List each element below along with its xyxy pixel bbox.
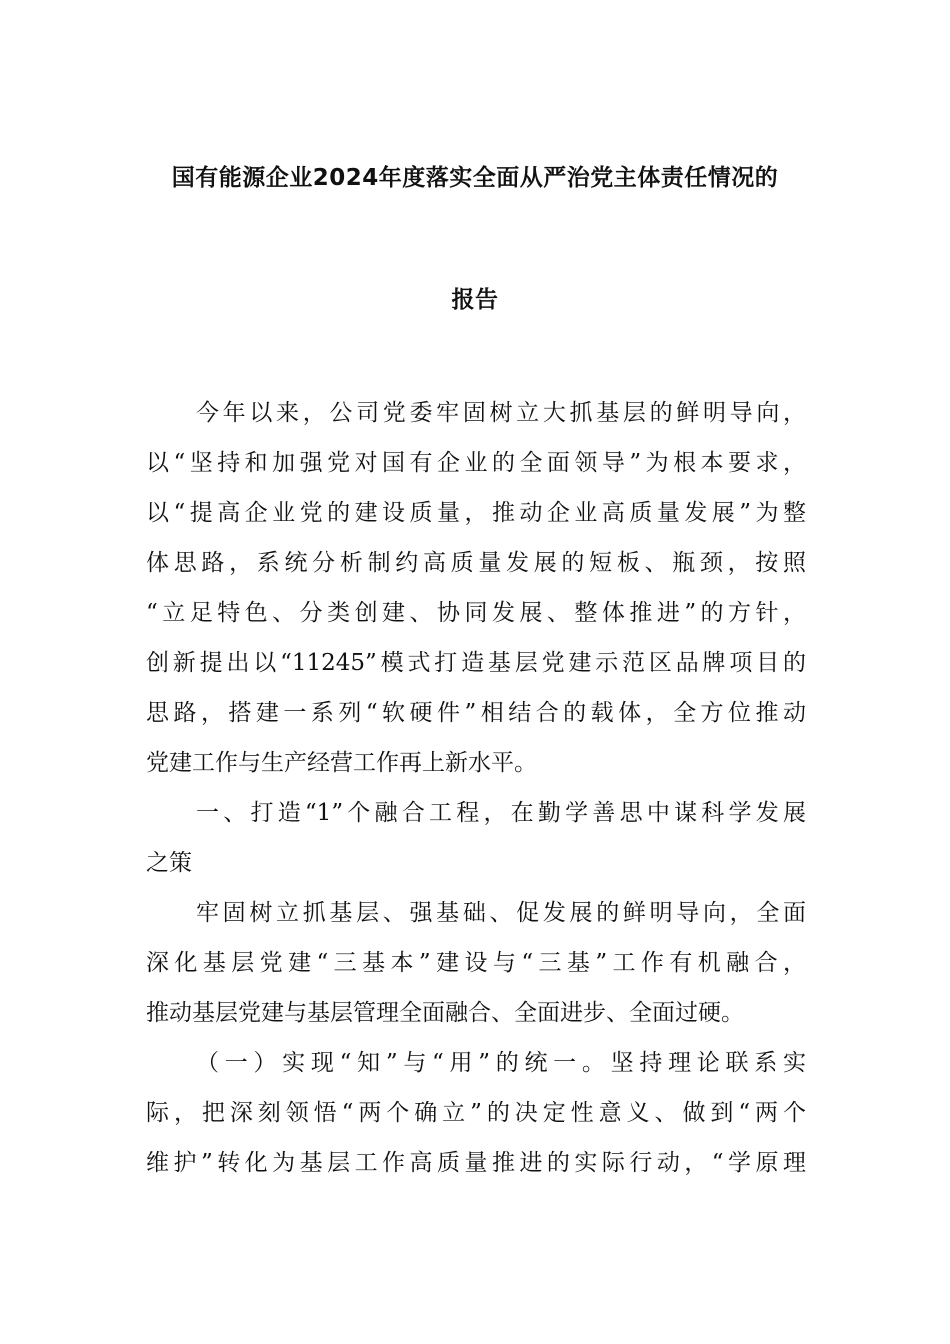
- document-title-line-2: 报告: [451, 287, 499, 313]
- intro-paragraph-line: 创新提出以“11245”模式打造基层党建示范区品牌项目的: [146, 650, 806, 676]
- intro-paragraph-line: 以“提高企业党的建设质量，推动企业高质量发展”为整: [146, 500, 806, 526]
- section-heading-line: 之策: [146, 850, 192, 876]
- intro-paragraph-line: 体思路，系统分析制约高质量发展的短板、瓶颈，按照: [146, 550, 806, 576]
- subsection-paragraph-line: 维护”转化为基层工作高质量推进的实际行动，“学原理: [146, 1150, 806, 1176]
- section-paragraph-line: 深化基层党建“三基本”建设与“三基”工作有机融合，: [146, 950, 806, 976]
- intro-paragraph-line: 思路，搭建一系列“软硬件”相结合的载体，全方位推动: [146, 700, 806, 726]
- subsection-paragraph-line: （一）实现“知”与“用”的统一。坚持理论联系实: [196, 1050, 806, 1076]
- intro-paragraph-line: “立足特色、分类创建、协同发展、整体推进”的方针，: [146, 600, 806, 626]
- section-paragraph-line: 推动基层党建与基层管理全面融合、全面进步、全面过硬。: [146, 1000, 744, 1026]
- document-title-line-1: 国有能源企业2024年度落实全面从严治党主体责任情况的: [171, 165, 779, 191]
- subsection-paragraph-line: 际，把深刻领悟“两个确立”的决定性意义、做到“两个: [146, 1100, 806, 1126]
- intro-paragraph-line: 党建工作与生产经营工作再上新水平。: [146, 750, 537, 776]
- section-paragraph-line: 牢固树立抓基层、强基础、促发展的鲜明导向，全面: [196, 900, 806, 926]
- section-heading-line: 一、打造“1”个融合工程，在勤学善思中谋科学发展: [196, 800, 806, 826]
- intro-paragraph-line: 今年以来，公司党委牢固树立大抓基层的鲜明导向，: [196, 400, 806, 426]
- intro-paragraph-line: 以“坚持和加强党对国有企业的全面领导”为根本要求，: [146, 450, 806, 476]
